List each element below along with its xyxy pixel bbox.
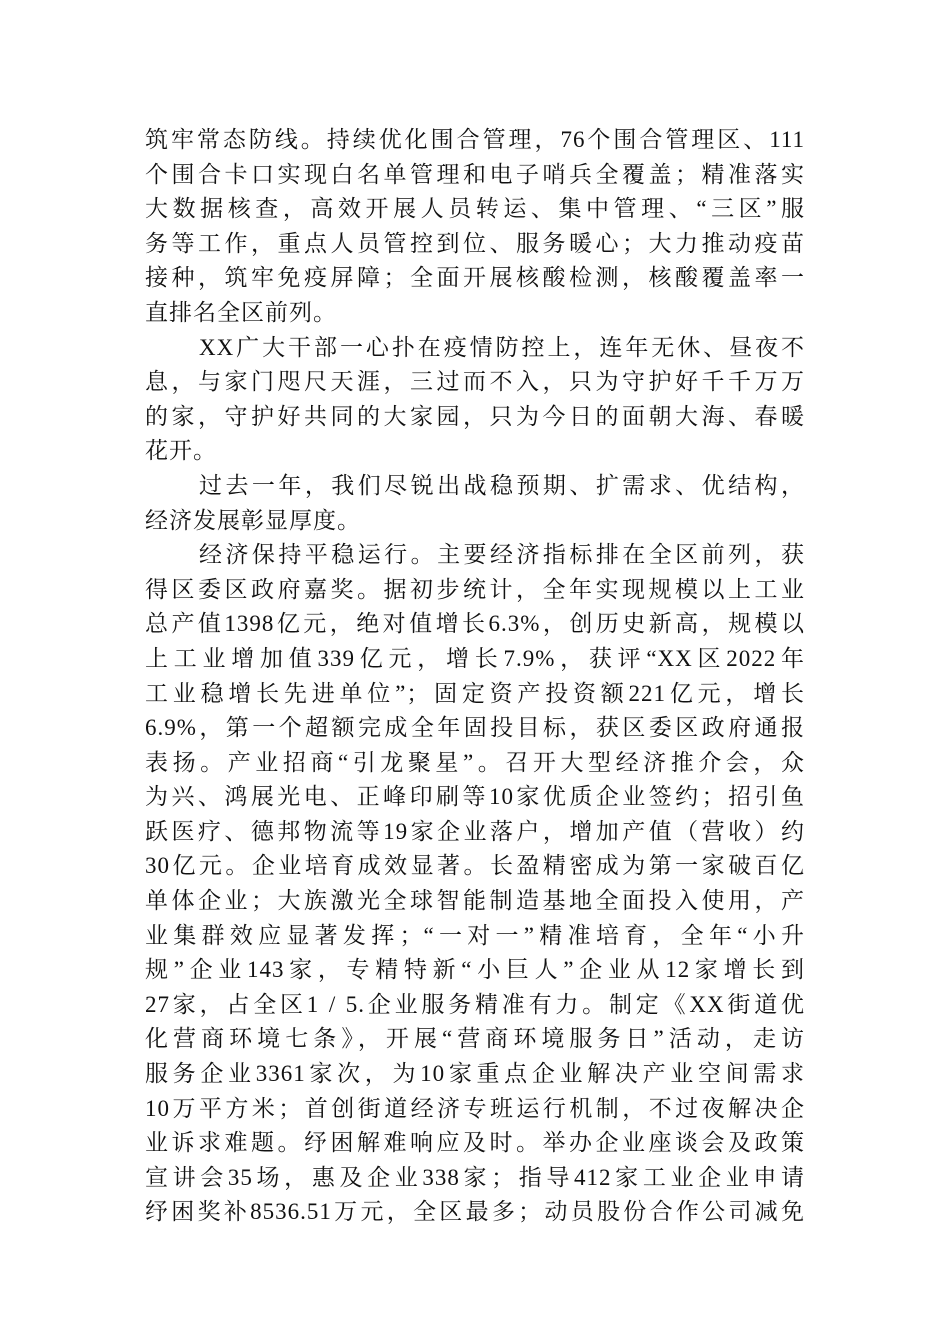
text-line: 工业稳增长先进单位”；固定资产投资额221亿元，增长 <box>145 680 805 706</box>
text-line: 跃医疗、德邦物流等19家企业落户，增加产值（营收）约 <box>145 818 805 844</box>
text-line: 总产值1398亿元，绝对值增长6.3%，创历史新高，规模以 <box>145 611 805 637</box>
text-line: 经济保持平稳运行。主要经济指标排在全区前列，获 <box>199 542 805 568</box>
text-line: 化营商环境七条》，开展“营商环境服务日”活动，走访 <box>145 1026 805 1052</box>
text-line: 筑牢常态防线。持续优化围合管理，76个围合管理区、111 <box>145 127 805 152</box>
paragraph-economy-intro <box>145 469 805 538</box>
text-line: 30亿元。企业培育成效显著。长盈精密成为第一家破百亿 <box>145 853 805 879</box>
text-line: 得区委区政府嘉奖。据初步统计，全年实现规模以上工业 <box>145 576 805 602</box>
paragraph-cadres <box>145 331 805 469</box>
text-line: 大数据核查，高效开展人员转运、集中管理、“三区”服 <box>145 196 805 222</box>
text-line: 过去一年，我们尽锐出战稳预期、扩需求、优结构， <box>199 472 805 498</box>
text-line: XX广大干部一心扑在疫情防控上，连年无休、昼夜不 <box>199 334 805 360</box>
text-line: 宣讲会35场，惠及企业338家；指导412家工业企业申请 <box>145 1164 805 1190</box>
text-line: 上工业增加值339亿元，增长7.9%，获评“XX区2022年 <box>145 645 805 671</box>
text-line: 接种，筑牢免疫屏障；全面开展核酸检测，核酸覆盖率一 <box>145 265 805 291</box>
body-text <box>145 123 805 1230</box>
text-line: 直排名全区前列。 <box>145 299 337 325</box>
text-line: 个围合卡口实现白名单管理和电子哨兵全覆盖；精准落实 <box>145 161 805 187</box>
text-line: 业集群效应显著发挥；“一对一”精准培育，全年“小升 <box>145 922 805 948</box>
text-line: 为兴、鸿展光电、正峰印刷等10家优质企业签约；招引鱼 <box>145 784 805 810</box>
text-line: 纾困奖补8536.51万元，全区最多；动员股份合作公司减免 <box>145 1199 805 1225</box>
text-line: 务等工作，重点人员管控到位、服务暖心；大力推动疫苗 <box>145 230 805 256</box>
text-line: 10万平方米；首创街道经济专班运行机制，不过夜解决企 <box>145 1095 805 1121</box>
text-line: 表扬。产业招商“引龙聚星”。召开大型经济推介会，众 <box>145 749 805 775</box>
text-line: 的家，守护好共同的大家园，只为今日的面朝大海、春暖 <box>145 403 805 429</box>
paragraph-epidemic-defense <box>145 123 805 331</box>
text-line: 单体企业；大族激光全球智能制造基地全面投入使用，产 <box>145 888 805 914</box>
paragraph-economy-detail <box>145 538 805 1230</box>
text-line: 27家，占全区1 / 5.企业服务精准有力。制定《XX街道优 <box>145 991 805 1017</box>
text-line: 6.9%，第一个超额完成全年固投目标，获区委区政府通报 <box>145 715 805 741</box>
text-line: 规”企业143家，专精特新“小巨人”企业从12家增长到 <box>145 957 805 983</box>
text-line: 业诉求难题。纾困解难响应及时。举办企业座谈会及政策 <box>145 1130 805 1156</box>
text-line: 服务企业3361家次，为10家重点企业解决产业空间需求 <box>145 1061 805 1087</box>
text-line: 花开。 <box>145 438 217 464</box>
text-line: 经济发展彰显厚度。 <box>145 507 361 533</box>
text-line: 息，与家门咫尺天涯，三过而不入，只为守护好千千万万 <box>145 369 805 395</box>
